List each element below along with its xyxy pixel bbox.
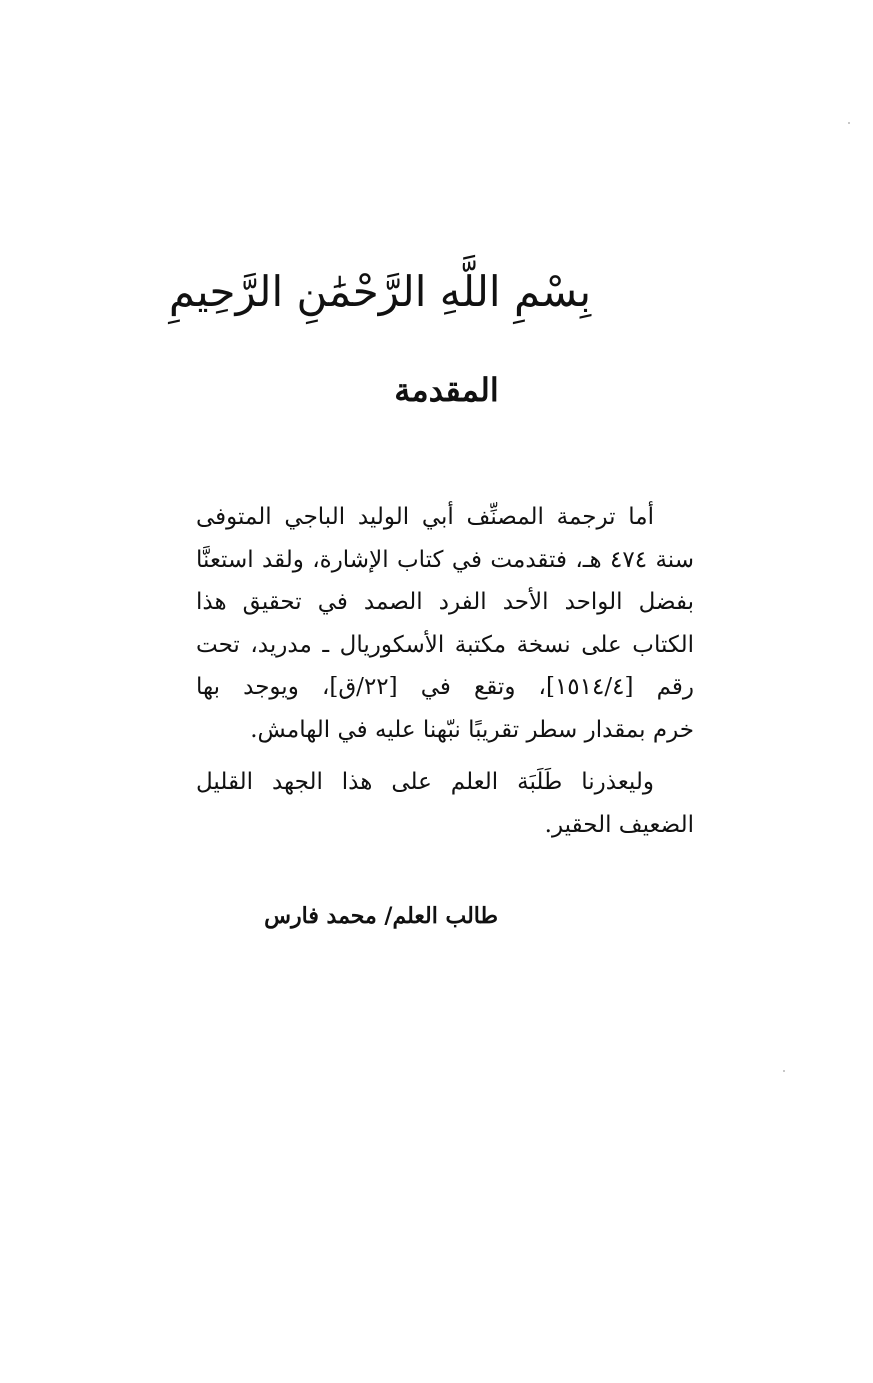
paragraph-1-line-1: أما ترجمة المصنِّف أبي الوليد الباجي المتوفى	[196, 504, 654, 530]
paragraph-1-line-5: رقم [١٥١٤/٤]، وتقع في [٢٢/ق]، ويوجد بها	[196, 674, 694, 700]
paragraph-gap	[196, 751, 694, 761]
body-text	[196, 496, 694, 846]
paragraph-1-line-4: الكتاب على نسخة مكتبة الأسكوريال ـ مدريد، تحت	[196, 631, 694, 658]
paragraph-1-line-2: سنة ٤٧٤ هـ، فتقدمت في كتاب الإشارة، ولقد استعنَّا	[196, 546, 694, 573]
paragraph-1-line-6: خرم بمقدار سطر تقريبًا نبّهنا عليه في الهامش.	[250, 716, 694, 743]
basmala-text: بِسْمِ اللَّهِ الرَّحْمَٰنِ الرَّحِيمِ	[168, 267, 592, 316]
basmala	[0, 262, 760, 322]
signature: طالب العلم/ محمد فارس	[264, 903, 498, 929]
paragraph-1-line-3: بفضل الواحد الأحد الفرد الصمد في تحقيق هذا	[196, 589, 694, 615]
scan-speck	[848, 122, 850, 124]
page-title: المقدمة	[394, 371, 499, 409]
paragraph-2-line-2: الضعيف الحقير.	[544, 811, 694, 838]
scan-speck	[783, 1070, 785, 1072]
paragraph-2-line-1: وليعذرنا طَلَبَة العلم على هذا الجهد القليل	[196, 769, 654, 795]
